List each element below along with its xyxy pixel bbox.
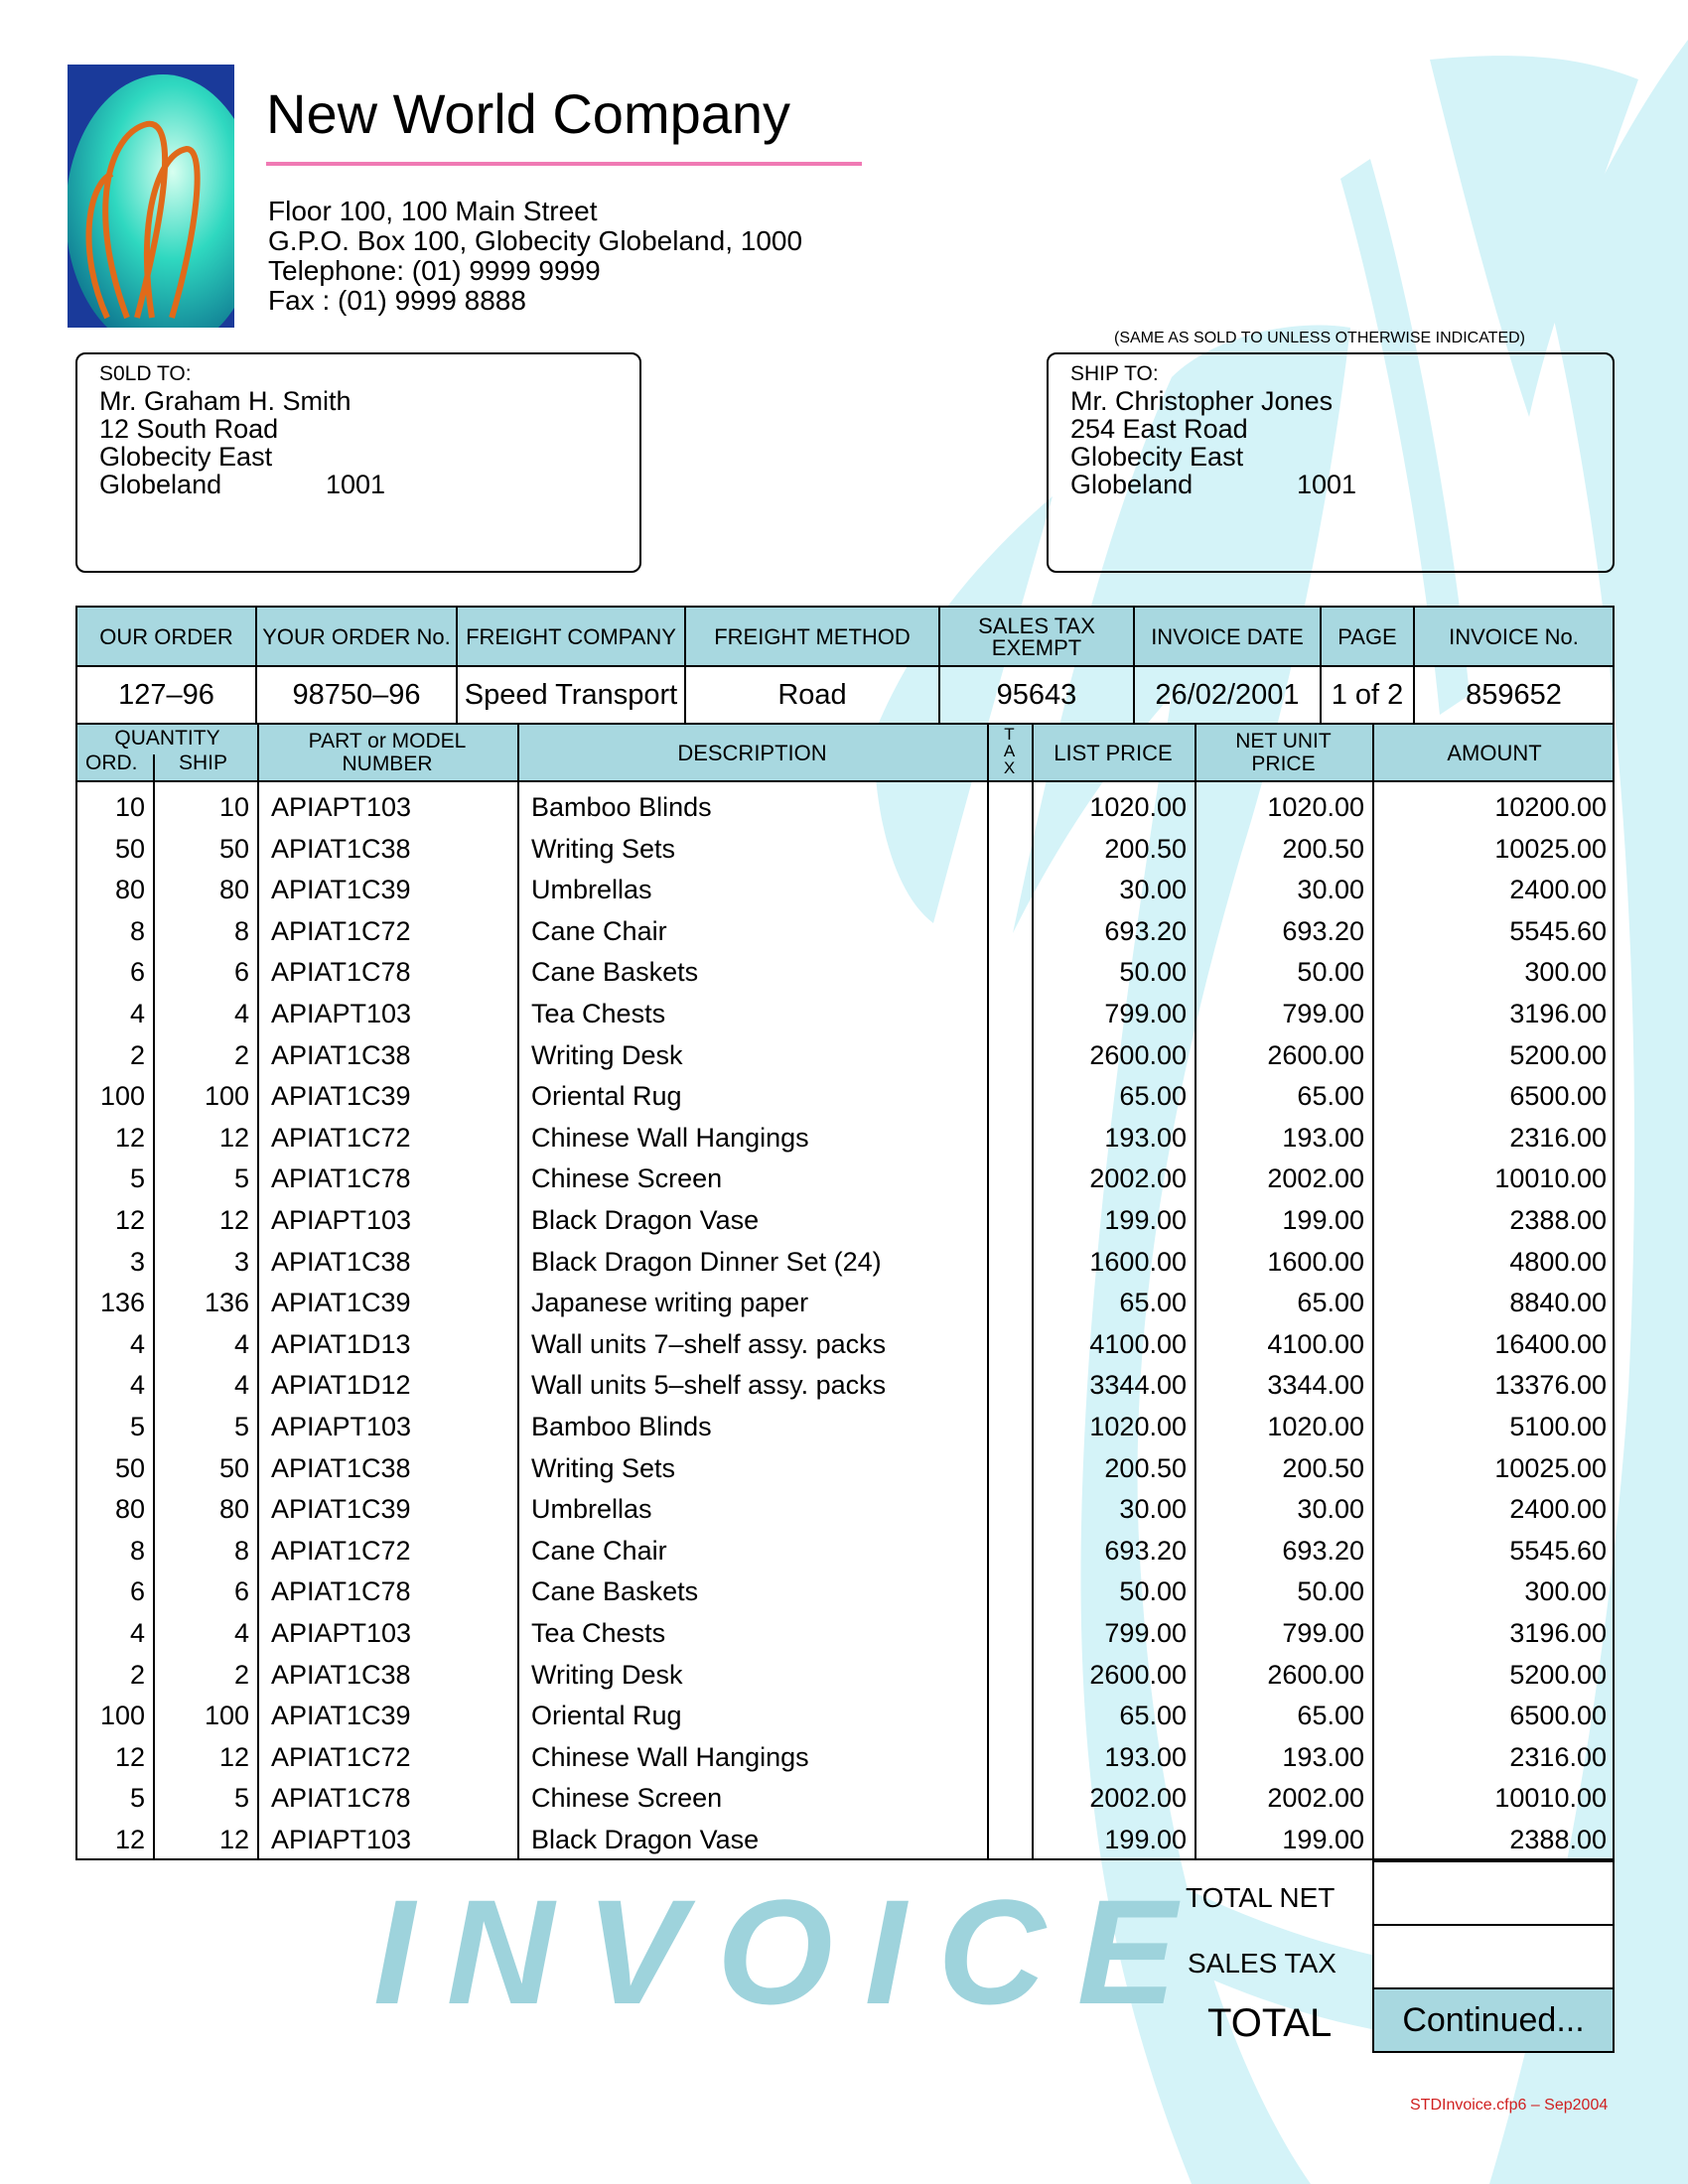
item-ord-qty: 6 [129, 1576, 145, 1607]
line-item-row [77, 1530, 1613, 1571]
item-list-price: 799.00 [1104, 1618, 1187, 1648]
value-our-order: 127–96 [118, 678, 214, 711]
header-amount: AMOUNT [1447, 741, 1542, 765]
line-item-row [77, 1777, 1613, 1819]
value-your-order: 98750–96 [292, 678, 421, 711]
item-ship-qty: 50 [218, 833, 249, 864]
cell-sales-tax-h [940, 608, 1135, 667]
item-part-number: APIAPT103 [271, 1618, 412, 1648]
line-item-row [77, 1736, 1613, 1778]
total-box [1372, 1987, 1615, 2053]
item-net-price: 193.00 [1282, 1122, 1364, 1153]
value-sales-tax-exempt: 95643 [996, 678, 1077, 711]
item-description: Writing Desk [531, 1039, 683, 1070]
item-part-number: APIAT1C38 [271, 1246, 411, 1277]
item-ord-qty: 12 [114, 1205, 145, 1235]
item-net-price: 693.20 [1282, 915, 1364, 946]
item-list-price: 1600.00 [1089, 1246, 1187, 1277]
item-description: Cane Baskets [531, 1576, 699, 1607]
item-ship-qty: 5 [233, 1783, 249, 1814]
item-list-price: 65.00 [1119, 1081, 1187, 1112]
item-description: Writing Sets [531, 1452, 676, 1483]
value-invoice-date: 26/02/2001 [1155, 678, 1300, 711]
cell-invoice-date-h [1135, 608, 1322, 667]
total-net-label: TOTAL NET [1186, 1882, 1336, 1913]
item-list-price: 4100.00 [1089, 1328, 1187, 1359]
line-item-row [77, 1241, 1613, 1283]
item-description: Bamboo Blinds [531, 1412, 712, 1441]
ship-to-label: SHIP TO: [1070, 362, 1159, 385]
item-ord-qty: 5 [129, 1412, 145, 1441]
item-amount: 6500.00 [1509, 1701, 1607, 1731]
sold-to-label: S0LD TO: [99, 362, 192, 385]
line-item-row [77, 1282, 1613, 1323]
item-net-price: 199.00 [1282, 1205, 1364, 1235]
item-part-number: APIAT1C39 [271, 875, 411, 905]
item-ord-qty: 2 [129, 1659, 145, 1690]
cell-our-order [77, 667, 257, 723]
item-net-price: 193.00 [1282, 1741, 1364, 1772]
line-item-row [77, 1158, 1613, 1199]
item-description: Black Dragon Dinner Set (24) [531, 1246, 882, 1277]
line-item-row [77, 786, 1613, 828]
cell-freight-company [458, 667, 686, 723]
sales-tax-box [1372, 1924, 1615, 1989]
invoice-watermark: INVOICE [373, 1868, 1208, 2035]
item-part-number: APIAT1D12 [271, 1370, 411, 1401]
item-description: Chinese Screen [531, 1163, 723, 1194]
item-net-price: 199.00 [1282, 1825, 1364, 1854]
ship-to-line: Globecity East [1070, 442, 1244, 472]
item-ord-qty: 50 [114, 1452, 145, 1483]
item-ord-qty: 136 [99, 1288, 145, 1318]
item-ord-qty: 12 [114, 1741, 145, 1772]
item-net-price: 3344.00 [1267, 1370, 1364, 1401]
item-list-price: 2002.00 [1089, 1163, 1187, 1194]
item-list-price: 199.00 [1104, 1825, 1187, 1854]
line-item-row [77, 1364, 1613, 1406]
header-list-price: LIST PRICE [1054, 741, 1173, 765]
item-part-number: APIAT1C38 [271, 833, 411, 864]
item-part-number: APIAT1C78 [271, 1576, 411, 1607]
item-description: Chinese Wall Hangings [531, 1741, 809, 1772]
header-part-line2: NUMBER [342, 752, 433, 775]
item-list-price: 193.00 [1104, 1122, 1187, 1153]
item-net-price: 65.00 [1297, 1288, 1364, 1318]
ship-to-line: Mr. Christopher Jones [1070, 386, 1334, 416]
item-amount: 3196.00 [1509, 1618, 1607, 1648]
company-address-line: Floor 100, 100 Main Street [268, 196, 598, 226]
item-list-price: 65.00 [1119, 1288, 1187, 1318]
item-amount: 5200.00 [1509, 1039, 1607, 1070]
item-description: Bamboo Blinds [531, 792, 712, 822]
item-net-price: 1020.00 [1267, 792, 1364, 822]
item-ship-qty: 4 [233, 999, 249, 1028]
item-amount: 4800.00 [1509, 1246, 1607, 1277]
item-amount: 2388.00 [1509, 1825, 1607, 1854]
item-amount: 10010.00 [1494, 1163, 1607, 1194]
item-ord-qty: 80 [114, 875, 145, 905]
item-description: Wall units 5–shelf assy. packs [531, 1370, 887, 1401]
line-item-row [77, 1075, 1613, 1117]
item-net-price: 200.50 [1282, 833, 1364, 864]
cell-sales-tax-exempt [940, 667, 1135, 723]
item-part-number: APIAT1C39 [271, 1081, 411, 1112]
item-ship-qty: 2 [233, 1039, 249, 1070]
item-net-price: 2002.00 [1267, 1163, 1364, 1194]
item-net-price: 65.00 [1297, 1701, 1364, 1731]
header-our-order: OUR ORDER [99, 624, 233, 649]
item-part-number: APIAPT103 [271, 792, 412, 822]
item-net-price: 50.00 [1297, 957, 1364, 988]
line-item-row [77, 910, 1613, 952]
item-ord-qty: 4 [129, 1618, 145, 1648]
item-amount: 2316.00 [1509, 1122, 1607, 1153]
sold-to-line: Globeland [99, 470, 222, 499]
cell-freight-company-h [458, 608, 686, 667]
company-fax: Fax : (01) 9999 8888 [268, 285, 526, 316]
item-list-price: 200.50 [1104, 1452, 1187, 1483]
item-ship-qty: 4 [233, 1370, 249, 1401]
line-item-row [77, 1488, 1613, 1530]
item-ord-qty: 6 [129, 957, 145, 988]
item-list-price: 799.00 [1104, 999, 1187, 1028]
sold-to-line: Mr. Graham H. Smith [99, 386, 352, 416]
line-item-row [77, 1199, 1613, 1241]
item-list-price: 2600.00 [1089, 1659, 1187, 1690]
line-item-row [77, 1819, 1613, 1860]
item-amount: 10025.00 [1494, 1452, 1607, 1483]
item-ship-qty: 12 [218, 1825, 249, 1854]
item-part-number: APIAT1C38 [271, 1039, 411, 1070]
item-list-price: 1020.00 [1089, 792, 1187, 822]
item-list-price: 50.00 [1119, 1576, 1187, 1607]
value-invoice-no: 859652 [1466, 678, 1562, 711]
ship-to-box [1047, 352, 1615, 573]
item-amount: 2388.00 [1509, 1205, 1607, 1235]
line-item-row [77, 1447, 1613, 1489]
company-address-line: G.P.O. Box 100, Globecity Globeland, 1000 [268, 225, 803, 256]
header-invoice-date: INVOICE DATE [1151, 624, 1304, 649]
item-net-price: 1020.00 [1267, 1412, 1364, 1441]
item-description: Black Dragon Vase [531, 1825, 760, 1854]
item-amount: 5545.60 [1509, 915, 1607, 946]
item-part-number: APIAPT103 [271, 1412, 412, 1441]
item-ship-qty: 2 [233, 1659, 249, 1690]
item-list-price: 199.00 [1104, 1205, 1187, 1235]
item-list-price: 1020.00 [1089, 1412, 1187, 1441]
item-list-price: 2002.00 [1089, 1783, 1187, 1814]
item-part-number: APIAT1C78 [271, 957, 411, 988]
item-amount: 5200.00 [1509, 1659, 1607, 1690]
item-description: Cane Chair [531, 1535, 667, 1566]
item-description: Oriental Rug [531, 1701, 682, 1731]
item-net-price: 2600.00 [1267, 1039, 1364, 1070]
item-ship-qty: 100 [204, 1701, 249, 1731]
company-phone: Telephone: (01) 9999 9999 [268, 255, 601, 286]
item-net-price: 799.00 [1282, 1618, 1364, 1648]
value-freight-company: Speed Transport [464, 678, 678, 711]
item-description: Umbrellas [531, 1494, 652, 1525]
title-underline [266, 162, 862, 166]
item-amount: 10010.00 [1494, 1783, 1607, 1814]
item-list-price: 30.00 [1119, 875, 1187, 905]
item-ship-qty: 8 [233, 1535, 249, 1566]
item-amount: 2400.00 [1509, 1494, 1607, 1525]
header-freight-method: FREIGHT METHOD [714, 624, 911, 649]
sold-to-line: 12 South Road [99, 414, 279, 444]
item-ord-qty: 10 [114, 792, 145, 822]
item-ship-qty: 6 [233, 1576, 249, 1607]
item-part-number: APIAT1C38 [271, 1659, 411, 1690]
item-net-price: 65.00 [1297, 1081, 1364, 1112]
item-part-number: APIAT1C72 [271, 1122, 411, 1153]
item-list-price: 3344.00 [1089, 1370, 1187, 1401]
item-ord-qty: 2 [129, 1039, 145, 1070]
item-description: Oriental Rug [531, 1081, 682, 1112]
ship-to-postcode: 1001 [1297, 470, 1357, 499]
item-amount: 300.00 [1524, 957, 1607, 988]
item-net-price: 693.20 [1282, 1535, 1364, 1566]
item-list-price: 50.00 [1119, 957, 1187, 988]
line-item-row [77, 869, 1613, 910]
ship-to-line: 254 East Road [1070, 414, 1248, 444]
item-net-price: 50.00 [1297, 1576, 1364, 1607]
line-item-row [77, 1034, 1613, 1076]
item-description: Cane Baskets [531, 957, 699, 988]
form-code: STDInvoice.cfp6 – Sep2004 [1410, 2097, 1609, 2114]
item-amount: 13376.00 [1494, 1370, 1607, 1401]
line-item-row [77, 1612, 1613, 1654]
header-invoice-no: INVOICE No. [1449, 624, 1579, 649]
header-part-line1: PART or MODEL [308, 730, 467, 752]
item-ord-qty: 4 [129, 999, 145, 1028]
sold-to-line: Globecity East [99, 442, 273, 472]
item-part-number: APIAT1C72 [271, 1535, 411, 1566]
item-part-number: APIAPT103 [271, 1825, 412, 1854]
item-ship-qty: 4 [233, 1618, 249, 1648]
header-page: PAGE [1337, 624, 1397, 649]
item-description: Black Dragon Vase [531, 1205, 760, 1235]
cell-invoice-date [1135, 667, 1322, 723]
item-ship-qty: 6 [233, 957, 249, 988]
total-label: TOTAL [1207, 2001, 1333, 2045]
item-part-number: APIAT1C38 [271, 1452, 411, 1483]
item-amount: 8840.00 [1509, 1288, 1607, 1318]
item-ord-qty: 100 [99, 1701, 145, 1731]
item-net-price: 30.00 [1297, 1494, 1364, 1525]
item-ord-qty: 100 [99, 1081, 145, 1112]
item-amount: 3196.00 [1509, 999, 1607, 1028]
item-part-number: APIAT1C78 [271, 1163, 411, 1194]
item-part-number: APIAPT103 [271, 1205, 412, 1235]
sold-to-postcode: 1001 [326, 470, 386, 499]
item-ship-qty: 12 [218, 1122, 249, 1153]
item-ord-qty: 3 [129, 1246, 145, 1277]
item-description: Tea Chests [531, 1618, 666, 1648]
item-ship-qty: 12 [218, 1741, 249, 1772]
item-ship-qty: 80 [218, 875, 249, 905]
item-description: Umbrellas [531, 875, 652, 905]
item-ship-qty: 10 [218, 792, 249, 822]
item-part-number: APIAPT103 [271, 999, 412, 1028]
item-ship-qty: 4 [233, 1328, 249, 1359]
line-item-row [77, 1117, 1613, 1159]
item-list-price: 2600.00 [1089, 1039, 1187, 1070]
cell-our-order-h [77, 608, 257, 667]
cell-page [1322, 667, 1415, 723]
line-item-row [77, 1695, 1613, 1736]
cell-invoice-no [1415, 667, 1613, 723]
item-list-price: 65.00 [1119, 1701, 1187, 1731]
cell-invoice-no-h [1415, 608, 1613, 667]
order-info-columns [75, 606, 1615, 725]
cell-your-order-h [257, 608, 458, 667]
item-ord-qty: 5 [129, 1783, 145, 1814]
item-net-price: 1600.00 [1267, 1246, 1364, 1277]
item-ord-qty: 80 [114, 1494, 145, 1525]
sales-tax-label: SALES TAX [1188, 1948, 1336, 1979]
item-net-price: 30.00 [1297, 875, 1364, 905]
item-description: Writing Desk [531, 1659, 683, 1690]
value-page: 1 of 2 [1331, 678, 1404, 711]
company-logo [68, 65, 234, 328]
item-amount: 2400.00 [1509, 875, 1607, 905]
header-tax: TAX [1003, 725, 1016, 777]
item-ord-qty: 12 [114, 1825, 145, 1854]
line-item-row [77, 1406, 1613, 1447]
items-header-row [75, 725, 1615, 782]
line-item-row [77, 993, 1613, 1034]
cell-freight-method [686, 667, 940, 723]
item-ship-qty: 3 [233, 1246, 249, 1277]
item-part-number: APIAT1C39 [271, 1288, 411, 1318]
line-items-table [75, 782, 1615, 1860]
item-description: Japanese writing paper [531, 1288, 809, 1318]
header-your-order: YOUR ORDER No. [262, 624, 451, 649]
item-net-price: 4100.00 [1267, 1328, 1364, 1359]
item-part-number: APIAT1D13 [271, 1328, 411, 1359]
item-ship-qty: 50 [218, 1452, 249, 1483]
line-item-row [77, 951, 1613, 993]
item-ship-qty: 8 [233, 915, 249, 946]
header-ship: SHIP [179, 751, 228, 774]
line-item-row [77, 1323, 1613, 1365]
sold-to-box [75, 352, 641, 573]
item-ship-qty: 80 [218, 1494, 249, 1525]
item-description: Tea Chests [531, 999, 666, 1028]
item-amount: 6500.00 [1509, 1081, 1607, 1112]
item-ship-qty: 5 [233, 1163, 249, 1194]
item-amount: 16400.00 [1494, 1328, 1607, 1359]
item-list-price: 693.20 [1104, 1535, 1187, 1566]
item-ord-qty: 50 [114, 833, 145, 864]
item-ord-qty: 8 [129, 1535, 145, 1566]
item-net-price: 2600.00 [1267, 1659, 1364, 1690]
item-ship-qty: 5 [233, 1412, 249, 1441]
item-ord-qty: 4 [129, 1328, 145, 1359]
item-ord-qty: 4 [129, 1370, 145, 1401]
header-sales-tax-exempt: SALES TAX EXEMPT [978, 614, 1095, 660]
ship-to-note: (SAME AS SOLD TO UNLESS OTHERWISE INDICATED) [1114, 330, 1526, 346]
item-net-price: 799.00 [1282, 999, 1364, 1028]
item-ship-qty: 136 [204, 1288, 249, 1318]
item-description: Wall units 7–shelf assy. packs [531, 1328, 887, 1359]
item-ship-qty: 100 [204, 1081, 249, 1112]
header-freight-company: FREIGHT COMPANY [466, 624, 676, 649]
item-part-number: APIAT1C39 [271, 1701, 411, 1731]
item-part-number: APIAT1C72 [271, 915, 411, 946]
item-ord-qty: 8 [129, 915, 145, 946]
item-amount: 10025.00 [1494, 833, 1607, 864]
item-amount: 2316.00 [1509, 1741, 1607, 1772]
cell-your-order [257, 667, 458, 723]
total-value: Continued... [1402, 2000, 1585, 2039]
cell-freight-method-h [686, 608, 940, 667]
item-description: Chinese Wall Hangings [531, 1122, 809, 1153]
item-description: Chinese Screen [531, 1783, 723, 1814]
item-amount: 10200.00 [1494, 792, 1607, 822]
item-list-price: 693.20 [1104, 915, 1187, 946]
item-description: Cane Chair [531, 915, 667, 946]
cell-page-h [1322, 608, 1415, 667]
item-part-number: APIAT1C78 [271, 1783, 411, 1814]
header-quantity: QUANTITY [114, 727, 220, 750]
item-ord-qty: 5 [129, 1163, 145, 1194]
item-list-price: 200.50 [1104, 833, 1187, 864]
item-amount: 300.00 [1524, 1576, 1607, 1607]
header-ord: ORD. [85, 751, 138, 774]
item-ship-qty: 12 [218, 1205, 249, 1235]
item-net-price: 2002.00 [1267, 1783, 1364, 1814]
item-list-price: 30.00 [1119, 1494, 1187, 1525]
value-freight-method: Road [777, 678, 847, 711]
header-net-line1: NET UNIT [1235, 730, 1332, 752]
item-part-number: APIAT1C39 [271, 1494, 411, 1525]
item-amount: 5545.60 [1509, 1535, 1607, 1566]
header-description: DESCRIPTION [677, 741, 827, 765]
item-list-price: 193.00 [1104, 1741, 1187, 1772]
header-net-line2: PRICE [1251, 752, 1316, 775]
company-name: New World Company [266, 82, 791, 145]
item-amount: 5100.00 [1509, 1412, 1607, 1441]
item-description: Writing Sets [531, 833, 676, 864]
line-item-row [77, 1570, 1613, 1612]
line-item-row [77, 828, 1613, 870]
item-part-number: APIAT1C72 [271, 1741, 411, 1772]
total-net-box [1372, 1860, 1615, 1926]
ship-to-line: Globeland [1070, 470, 1194, 499]
line-item-row [77, 1654, 1613, 1696]
item-ord-qty: 12 [114, 1122, 145, 1153]
item-net-price: 200.50 [1282, 1452, 1364, 1483]
